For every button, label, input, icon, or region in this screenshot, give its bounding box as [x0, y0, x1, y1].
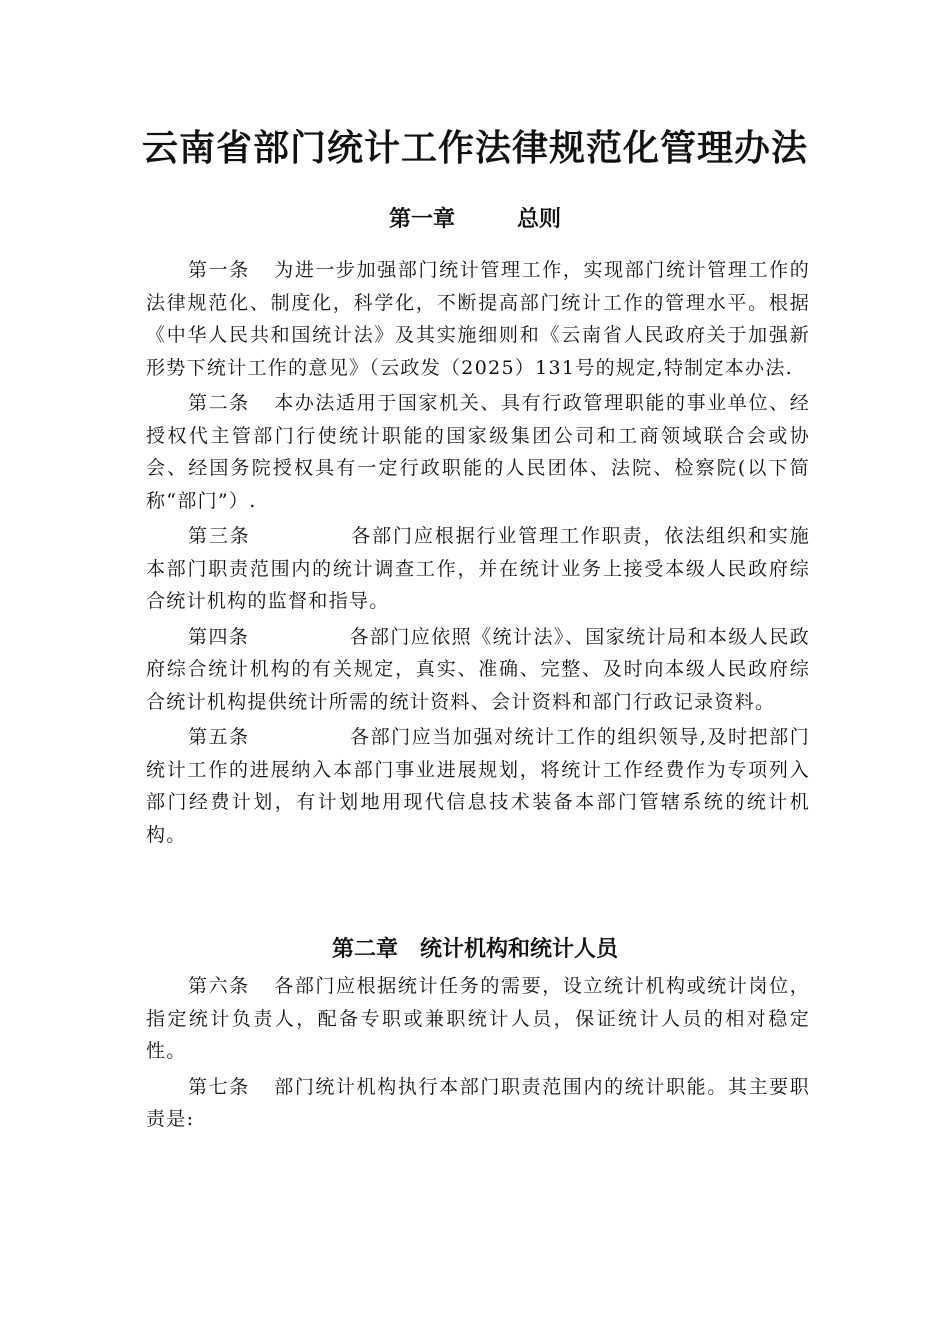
article-text: 各部门应根据行业管理工作职责，依法组织和实施本部门职责范围内的统计调查工作，并在统计业务上接受本级人民政府综合统计机构的监督和指导。	[146, 525, 810, 612]
article-number: 第二条	[188, 392, 250, 414]
article-text: 各部门应依照《统计法》、国家统计局和本级人民政府综合统计机构的有关规定，真实、准确、完整、及时向本级人民政府综合统计机构提供统计所需的统计资料、会计资料和部门行政记录资料。	[146, 625, 810, 713]
article-paragraph	[146, 1071, 810, 1136]
chapter-1-body	[146, 254, 810, 854]
article-number: 第一条	[188, 259, 250, 281]
article-number: 第三条	[188, 525, 251, 547]
chapter-2-body	[146, 970, 810, 1139]
article-number: 第七条	[188, 1075, 250, 1098]
article-number: 第五条	[188, 726, 250, 748]
chapter-heading	[0, 934, 950, 966]
article-paragraph	[146, 387, 810, 517]
article-text: 各部门应根据统计任务的需要，设立统计机构或统计岗位，指定统计负责人，配备专职或兼职统计人员，保证统计人员的相对稳定性。	[146, 975, 810, 1062]
article-text: 本办法适用于国家机关、具有行政管理职能的事业单位、经授权代主管部门行使统计职能的国家级集团公司和工商领域联合会或协会、经国务院授权具有一定行政职能的人民团体、法院、检察院(以下简称“部门”）.	[146, 392, 810, 512]
article-text: 为进一步加强部门统计管理工作，实现部门统计管理工作的法律规范化、制度化，科学化，不断提高部门统计工作的管理水平。根据《中华人民共和国统计法》及其实施细则和《云南省人民政府关于加强新形势下统计工作的意见》（云政发（2025）131号的规定,特制定本办法.	[146, 259, 810, 379]
article-paragraph	[146, 970, 810, 1068]
chapter-name: 总则	[517, 207, 562, 232]
article-paragraph	[146, 254, 810, 384]
article-paragraph	[146, 721, 810, 851]
chapter-number: 第一章	[388, 207, 455, 232]
article-paragraph	[146, 621, 810, 719]
article-number: 第六条	[188, 975, 250, 997]
chapter-number: 第二章	[331, 937, 398, 962]
article-paragraph	[146, 520, 810, 618]
chapter-heading	[0, 204, 950, 236]
article-number: 第四条	[188, 625, 250, 648]
article-text: 各部门应当加强对统计工作的组织领导,及时把部门统计工作的进展纳入本部门事业进展规划，将统计工作经费作为专项列入部门经费计划，有计划地用现代信息技术装备本部门管辖系统的统计机构。	[146, 726, 810, 846]
document-title: 云南省部门统计工作法律规范化管理办法	[141, 127, 808, 169]
chapter-name: 统计机构和统计人员	[420, 937, 619, 962]
article-text: 部门统计机构执行本部门职责范围内的统计职能。其主要职责是:	[146, 1075, 810, 1130]
